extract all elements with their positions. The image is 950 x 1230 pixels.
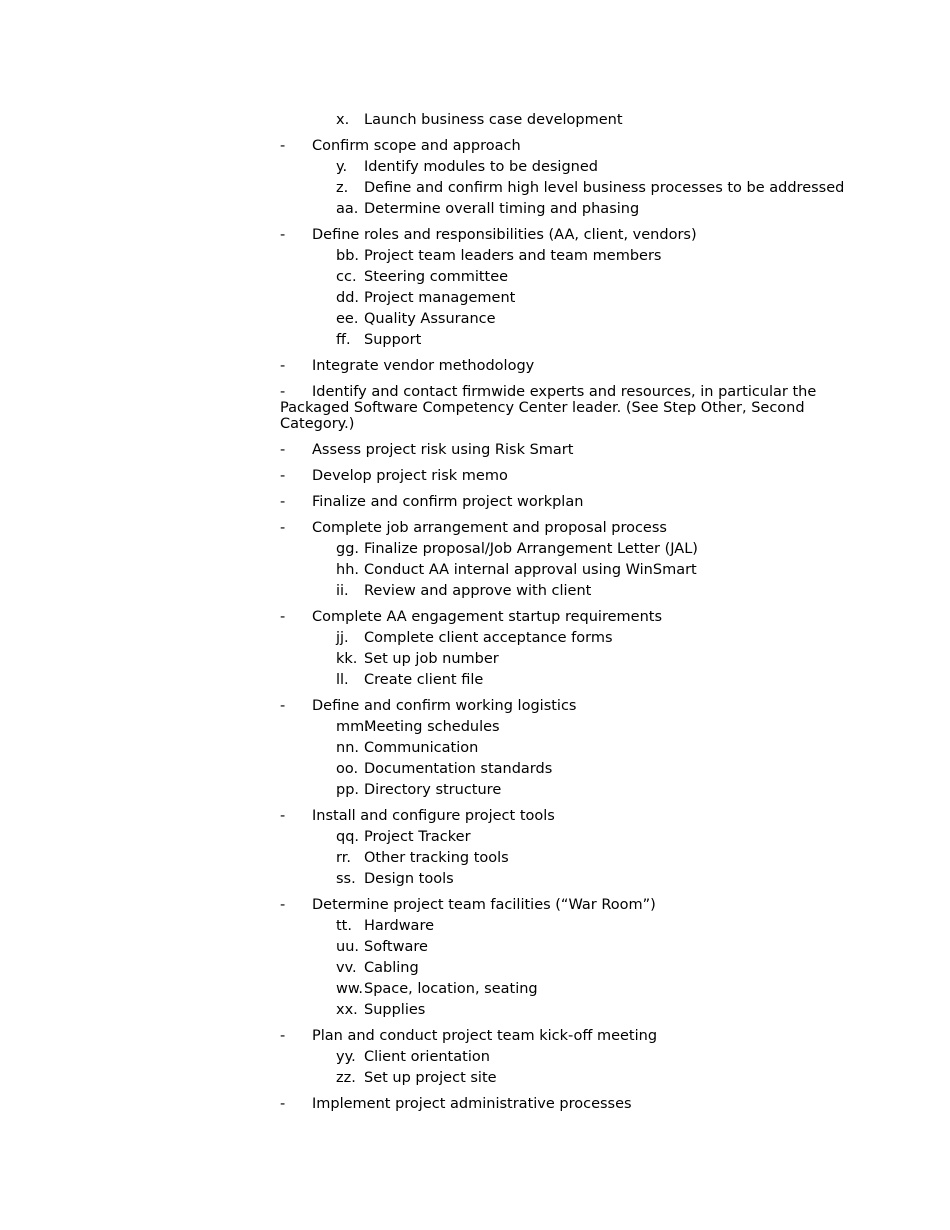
sub-item-marker: zz.	[336, 1070, 356, 1086]
sub-item-text: Project team leaders and team members	[364, 248, 662, 264]
bullet-item	[280, 607, 840, 628]
bullet-item	[280, 696, 840, 717]
sub-item-text: Support	[364, 332, 422, 348]
sub-list-item	[280, 916, 840, 937]
sub-list-item	[280, 539, 840, 560]
sub-item-marker: x.	[336, 112, 350, 128]
sub-item-marker: ii.	[336, 583, 349, 599]
sub-item-marker: jj.	[336, 630, 349, 646]
bullet-dash: -	[280, 808, 286, 824]
sub-item-marker: ww.	[336, 981, 363, 997]
sub-item-marker: xx.	[336, 1002, 358, 1018]
sub-item-text: Software	[364, 939, 428, 955]
sub-list-item	[280, 267, 840, 288]
bullet-dash: -	[280, 138, 286, 154]
sub-item-text: Other tracking tools	[364, 850, 509, 866]
bullet-paragraph-text: Identify and contact firmwide experts and resources, in particular the Packaged Software Competency Center leader. (See Step Other, Second Category.)	[280, 384, 817, 432]
sub-list-item	[280, 979, 840, 1000]
sub-item-text: Define and confirm high level business processes to be addressed	[364, 180, 845, 196]
sub-item-marker: tt.	[336, 918, 352, 934]
sub-list-item	[280, 560, 840, 581]
sub-list-item	[280, 848, 840, 869]
sub-item-text: Design tools	[364, 871, 454, 887]
bullet-paragraph	[280, 382, 840, 435]
sub-item-text: Determine overall timing and phasing	[364, 201, 640, 217]
sub-list-item	[280, 937, 840, 958]
sub-list-item	[280, 958, 840, 979]
sub-item-text: Supplies	[364, 1002, 426, 1018]
sub-item-marker: cc.	[336, 269, 357, 285]
sub-item-marker: yy.	[336, 1049, 356, 1065]
sub-item-marker: pp.	[336, 782, 360, 798]
bullet-dash: -	[280, 384, 286, 400]
bullet-dash: -	[280, 442, 286, 458]
sub-list-item	[280, 1047, 840, 1068]
bullet-item-text: Define roles and responsibilities (AA, client, vendors)	[312, 227, 697, 243]
sub-list-item	[280, 178, 845, 199]
bullet-item	[280, 466, 840, 487]
sub-item-text: Complete client acceptance forms	[364, 630, 613, 646]
sub-item-text: Space, location, seating	[364, 981, 538, 997]
sub-item-text: Steering committee	[364, 269, 509, 285]
sub-item-text: Project Tracker	[364, 829, 471, 845]
sub-list-item	[280, 717, 840, 738]
bullet-item	[280, 440, 840, 461]
bullet-item	[280, 1094, 840, 1115]
sub-item-marker: mm.	[336, 719, 369, 735]
bullet-item	[280, 492, 840, 513]
bullet-item	[280, 895, 840, 916]
bullet-item-text: Integrate vendor methodology	[312, 358, 535, 374]
bullet-item	[280, 136, 840, 157]
sub-list-item	[280, 738, 840, 759]
bullet-dash: -	[280, 358, 286, 374]
sub-list-item	[280, 670, 840, 691]
bullet-item	[280, 1026, 840, 1047]
sub-item-text: Meeting schedules	[364, 719, 500, 735]
bullet-dash: -	[280, 698, 286, 714]
sub-list-item	[280, 780, 840, 801]
bullet-item-text: Confirm scope and approach	[312, 138, 521, 154]
bullet-item-text: Complete AA engagement startup requirements	[312, 609, 662, 625]
sub-item-text: Set up project site	[364, 1070, 497, 1086]
sub-item-text: Conduct AA internal approval using WinSmart	[364, 562, 697, 578]
sub-item-marker: oo.	[336, 761, 359, 777]
bullet-dash: -	[280, 468, 286, 484]
document-body	[280, 110, 845, 1115]
sub-item-marker: kk.	[336, 651, 358, 667]
sub-item-text: Review and approve with client	[364, 583, 592, 599]
sub-list-item	[280, 330, 840, 351]
sub-item-marker: hh.	[336, 562, 359, 578]
sub-item-marker: nn.	[336, 740, 359, 756]
sub-item-marker: bb.	[336, 248, 360, 264]
sub-item-text: Identify modules to be designed	[364, 159, 598, 175]
sub-list-item	[280, 869, 840, 890]
sub-list-item	[280, 1068, 840, 1089]
sub-item-marker: ss.	[336, 871, 356, 887]
sub-item-marker: rr.	[336, 850, 351, 866]
sub-item-text: Finalize proposal/Job Arrangement Letter (JAL)	[364, 541, 698, 557]
sub-item-text: Cabling	[364, 960, 419, 976]
sub-item-marker: z.	[336, 180, 349, 196]
sub-item-marker: gg.	[336, 541, 360, 557]
bullet-item-text: Assess project risk using Risk Smart	[312, 442, 574, 458]
sub-item-marker: aa.	[336, 201, 359, 217]
sub-item-marker: qq.	[336, 829, 360, 845]
sub-list-item	[280, 288, 840, 309]
bullet-item	[280, 806, 840, 827]
sub-item-text: Set up job number	[364, 651, 499, 667]
sub-list-item	[280, 628, 840, 649]
sub-item-text: Documentation standards	[364, 761, 553, 777]
sub-item-marker: y.	[336, 159, 348, 175]
bullet-dash: -	[280, 897, 286, 913]
sub-item-text: Communication	[364, 740, 479, 756]
bullet-item	[280, 225, 840, 246]
sub-item-marker: uu.	[336, 939, 359, 955]
bullet-item-text: Implement project administrative processes	[312, 1096, 632, 1112]
bullet-item-text: Install and configure project tools	[312, 808, 555, 824]
bullet-item	[280, 356, 840, 377]
sub-item-text: Hardware	[364, 918, 435, 934]
sub-item-text: Quality Assurance	[364, 311, 496, 327]
sub-item-text: Project management	[364, 290, 516, 306]
bullet-dash: -	[280, 1028, 286, 1044]
bullet-dash: -	[280, 494, 286, 510]
sub-item-marker: vv.	[336, 960, 357, 976]
sub-item-text: Directory structure	[364, 782, 502, 798]
bullet-dash: -	[280, 609, 286, 625]
sub-list-item	[280, 649, 840, 670]
bullet-dash: -	[280, 1096, 286, 1112]
sub-list-item	[280, 246, 840, 267]
sub-list-item	[280, 110, 840, 131]
sub-item-marker: ee.	[336, 311, 359, 327]
sub-item-marker: ff.	[336, 332, 351, 348]
bullet-item-text: Finalize and confirm project workplan	[312, 494, 584, 510]
sub-item-text: Create client file	[364, 672, 484, 688]
sub-list-item	[280, 1000, 840, 1021]
bullet-item	[280, 518, 840, 539]
sub-list-item	[280, 581, 840, 602]
sub-item-text: Client orientation	[364, 1049, 490, 1065]
bullet-item-text: Develop project risk memo	[312, 468, 508, 484]
sub-list-item	[280, 309, 840, 330]
bullet-dash: -	[280, 520, 286, 536]
sub-list-item	[280, 759, 840, 780]
bullet-item-text: Plan and conduct project team kick-off meeting	[312, 1028, 658, 1044]
sub-item-marker: dd.	[336, 290, 360, 306]
bullet-item-text: Determine project team facilities (“War Room”)	[312, 897, 656, 913]
bullet-item-text: Define and confirm working logistics	[312, 698, 577, 714]
bullet-dash: -	[280, 227, 286, 243]
bullet-item-text: Complete job arrangement and proposal process	[312, 520, 667, 536]
sub-list-item	[280, 827, 840, 848]
sub-list-item	[280, 157, 840, 178]
sub-list-item	[280, 199, 840, 220]
sub-item-text: Launch business case development	[364, 112, 623, 128]
sub-item-marker: ll.	[336, 672, 349, 688]
